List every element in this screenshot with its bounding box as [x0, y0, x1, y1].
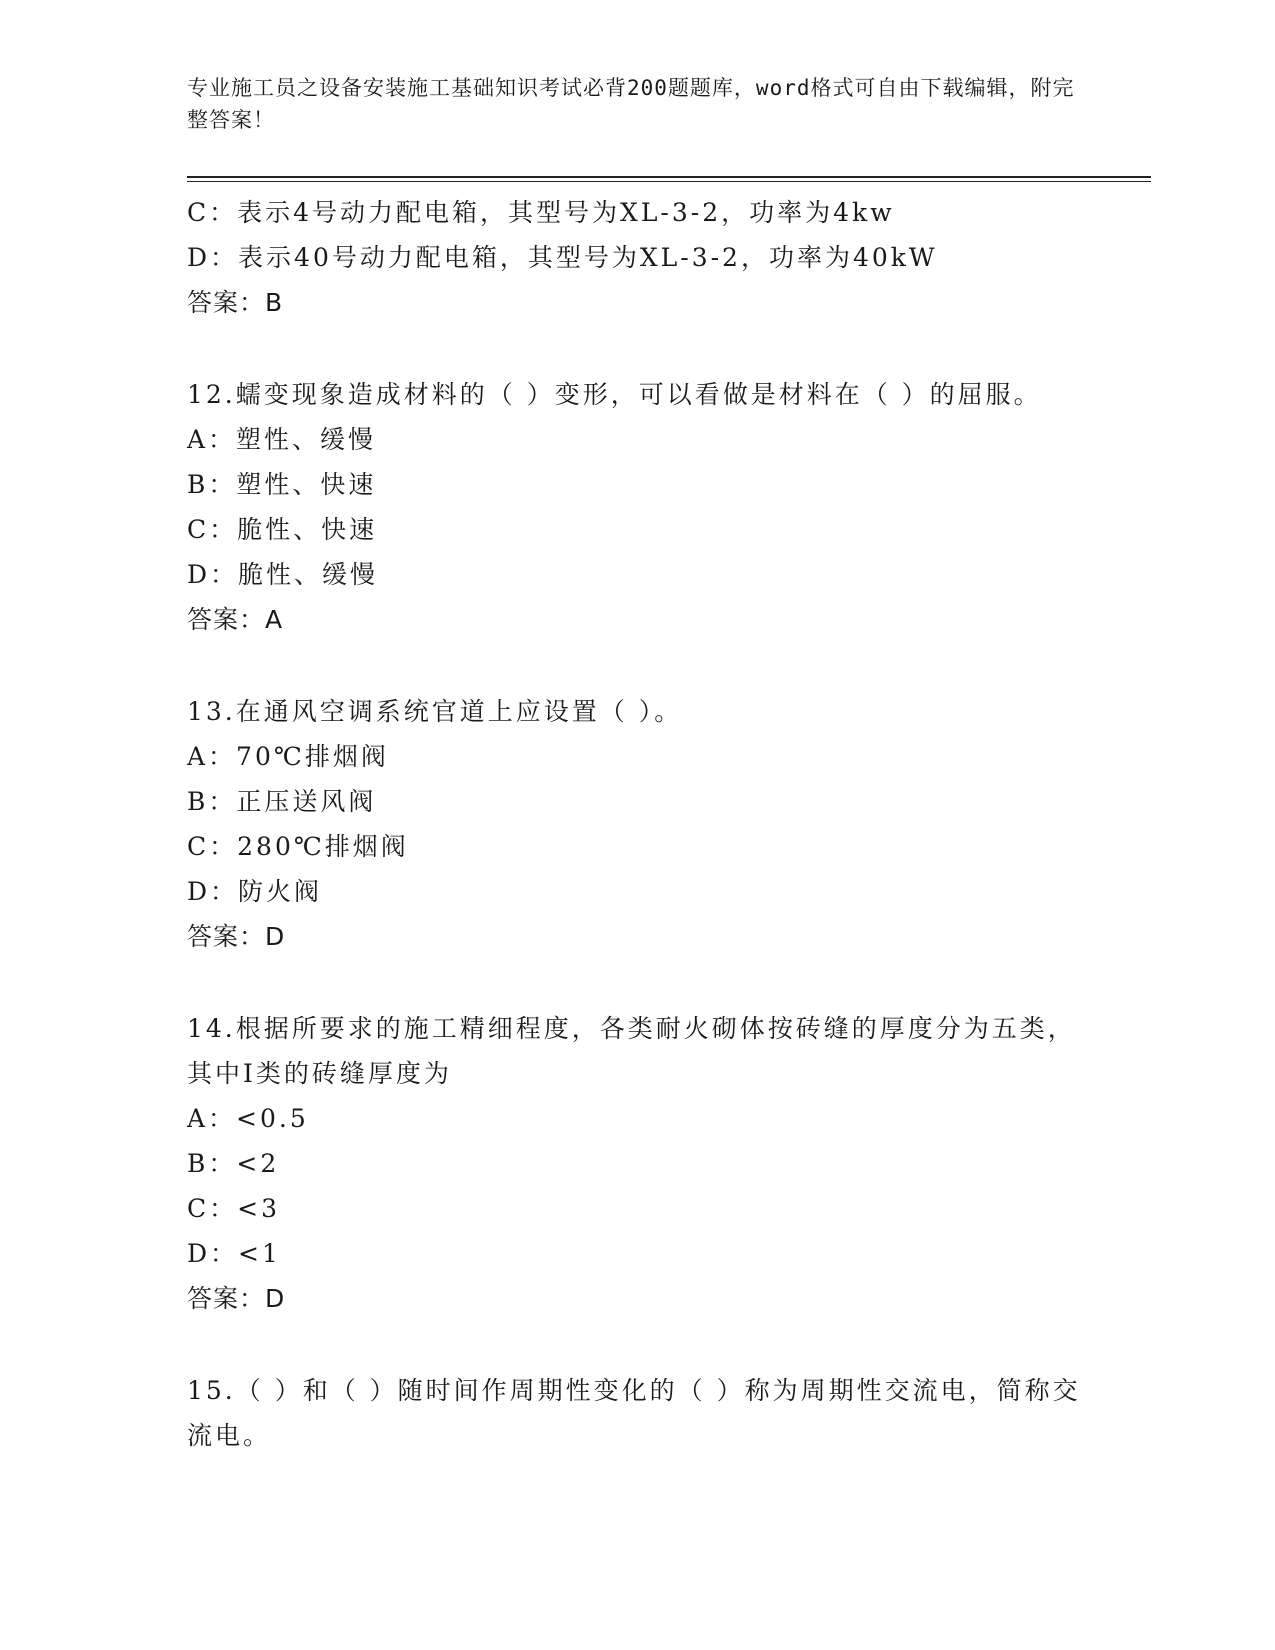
question-stem: 13.在通风空调系统官道上应设置（ ）。 [187, 697, 683, 726]
question-13 [187, 689, 1087, 959]
continued-question [187, 190, 1087, 325]
option-d: D：脆性、缓慢 [187, 560, 379, 589]
question-15 [187, 1368, 1087, 1458]
option-a: A：70℃排烟阀 [187, 742, 389, 771]
question-stem: 12.蠕变现象造成材料的（ ）变形，可以看做是材料在（ ）的屈服。 [187, 380, 1042, 409]
answer: 答案：A [187, 605, 284, 634]
header-rule-thin [187, 181, 1151, 182]
spacer [187, 642, 1087, 689]
question-14 [187, 1006, 1087, 1321]
option-c: C：<3 [187, 1194, 280, 1223]
option-c: C：280℃排烟阀 [187, 832, 409, 861]
question-12 [187, 372, 1087, 642]
option-b: B：正压送风阀 [187, 787, 377, 816]
document-body [187, 190, 1087, 1458]
question-stem: 15.（ ）和（ ）随时间作周期性变化的（ ）称为周期性交流电，简称交流电。 [187, 1376, 1081, 1450]
answer: 答案：D [187, 1284, 286, 1313]
option-a: A：塑性、缓慢 [187, 425, 377, 454]
question-stem: 14.根据所要求的施工精细程度，各类耐火砌体按砖缝的厚度分为五类，其中Ⅰ类的砖缝厚度为 [187, 1014, 1076, 1088]
option-d: D：<1 [187, 1239, 281, 1268]
option-b: B：塑性、快速 [187, 470, 377, 499]
option-a: A：<0.5 [187, 1104, 309, 1133]
spacer [187, 325, 1087, 372]
header-rule-thick [187, 176, 1151, 178]
spacer [187, 1321, 1087, 1368]
answer: 答案：B [187, 288, 284, 317]
option-c: C：表示4号动力配电箱，其型号为XL-3-2，功率为4kw [187, 198, 895, 227]
option-c: C：脆性、快速 [187, 515, 378, 544]
option-b: B：<2 [187, 1149, 280, 1178]
answer: 答案：D [187, 922, 286, 951]
option-d: D：表示40号动力配电箱，其型号为XL-3-2，功率为40kW [187, 243, 938, 272]
document-header: 专业施工员之设备安装施工基础知识考试必背200题题库，word格式可自由下载编辑，附完整答案！ [187, 76, 1075, 132]
spacer [187, 959, 1087, 1006]
option-d: D：防火阀 [187, 877, 323, 906]
